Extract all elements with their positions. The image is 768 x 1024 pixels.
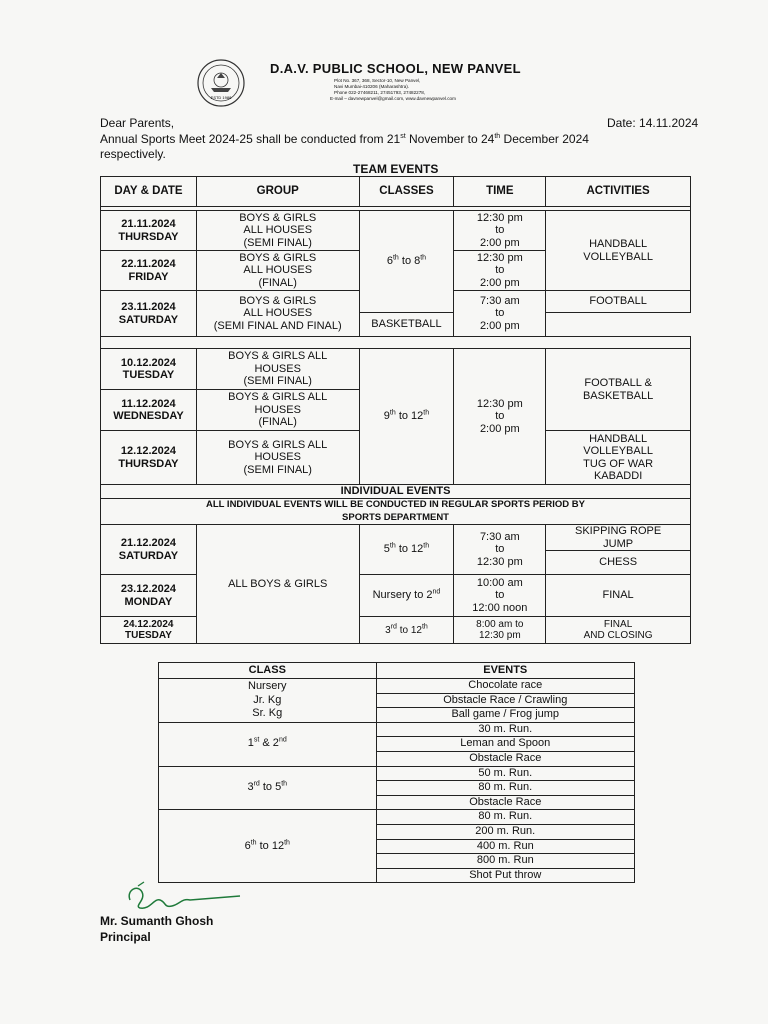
date-cell: 10.12.2024 TUESDAY	[101, 349, 197, 390]
class-cell: 3rd to 5th	[159, 766, 377, 810]
event-cell: 30 m. Run.	[376, 722, 634, 737]
group-cell: BOYS & GIRLS ALL HOUSES (SEMI FINAL)	[196, 431, 359, 485]
activity-cell: FOOTBALL & BASKETBALL	[546, 349, 691, 431]
event-cell: Obstacle Race / Crawling	[376, 693, 634, 708]
classes-cell: 3rd to 12th	[359, 617, 454, 644]
salutation: Dear Parents,	[100, 116, 175, 130]
table-row	[159, 766, 635, 781]
address-line-1: Plot No. 367, 368, Sector-10, New Panvel,	[334, 78, 421, 83]
event-cell: Ball game / Frog jump	[376, 708, 634, 723]
table-row	[159, 810, 635, 825]
date-cell: 24.12.2024 TUESDAY	[101, 617, 197, 644]
activity-cell: SKIPPING ROPE JUMP	[546, 525, 691, 551]
event-cell: 400 m. Run	[376, 839, 634, 854]
intro-text: Annual Sports Meet 2024-25 shall be conducted from 21st November to 24th December 2024	[100, 132, 589, 146]
table-row	[101, 617, 691, 644]
group-cell: BOYS & GIRLS ALL HOUSES (FINAL)	[196, 390, 359, 431]
date-cell: 21.11.2024 THURSDAY	[101, 211, 197, 251]
group-cell: ALL BOYS & GIRLS	[196, 525, 359, 644]
table-row	[101, 575, 691, 617]
table-row	[159, 679, 635, 694]
class-cell: Nursery Jr. Kg Sr. Kg	[159, 679, 377, 723]
date-cell: 22.11.2024 FRIDAY	[101, 251, 197, 291]
principal-name: Mr. Sumanth Ghosh	[100, 914, 214, 928]
event-cell: 80 m. Run.	[376, 781, 634, 796]
intro-text-end: respectively.	[100, 147, 166, 161]
time-cell: 12:30 pm to 2:00 pm	[454, 349, 546, 485]
event-cell: 200 m. Run.	[376, 824, 634, 839]
team-events-table	[100, 176, 691, 644]
time-cell: 7:30 am to 2:00 pm	[454, 291, 546, 337]
event-cell: Leman and Spoon	[376, 737, 634, 752]
header-class: CLASS	[159, 663, 377, 679]
team-events-title: TEAM EVENTS	[353, 162, 439, 176]
individual-events-title: INDIVIDUAL EVENTS	[101, 485, 691, 499]
activity-cell: CHESS	[546, 551, 691, 575]
activity-cell: FINAL	[546, 575, 691, 617]
time-cell: 7:30 am to 12:30 pm	[454, 525, 546, 575]
date-cell: 12.12.2024 THURSDAY	[101, 431, 197, 485]
svg-text:ESTD 1988: ESTD 1988	[210, 95, 232, 100]
principal-name-block	[100, 913, 213, 945]
date-cell: 11.12.2024 WEDNESDAY	[101, 390, 197, 431]
class-cell: 1st & 2nd	[159, 722, 377, 766]
header-day-date: DAY & DATE	[101, 177, 197, 207]
header-time: TIME	[454, 177, 546, 207]
phone-line: Phone 022-27468211, 27451793, 27482278,	[334, 90, 426, 95]
school-logo	[196, 58, 246, 108]
classes-cell: 5th to 12th	[359, 525, 454, 575]
date-cell: 23.12.2024 MONDAY	[101, 575, 197, 617]
header-activities: ACTIVITIES	[546, 177, 691, 207]
event-cell: 80 m. Run.	[376, 810, 634, 825]
letter-date: Date: 14.11.2024	[607, 116, 699, 130]
event-cell: 800 m. Run	[376, 854, 634, 869]
event-cell: Obstacle Race	[376, 751, 634, 766]
activity-cell: FINAL AND CLOSING	[546, 617, 691, 644]
time-cell: 10:00 am to 12:00 noon	[454, 575, 546, 617]
principal-title: Principal	[100, 930, 151, 944]
table-row	[159, 722, 635, 737]
table-row	[101, 349, 691, 390]
time-cell: 12:30 pm to 2:00 pm	[454, 211, 546, 251]
header-classes: CLASSES	[359, 177, 454, 207]
activity-cell: BASKETBALL	[359, 313, 454, 337]
group-cell: BOYS & GIRLS ALL HOUSES (FINAL)	[196, 251, 359, 291]
classes-cell: Nursery to 2nd	[359, 575, 454, 617]
group-cell: BOYS & GIRLS ALL HOUSES (SEMI FINAL)	[196, 211, 359, 251]
class-cell: 6th to 12th	[159, 810, 377, 883]
date-cell: 23.11.2024 SATURDAY	[101, 291, 197, 337]
group-cell: BOYS & GIRLS ALL HOUSES (SEMI FINAL)	[196, 349, 359, 390]
activity-cell: FOOTBALL	[546, 291, 691, 313]
activity-cell: HANDBALL VOLLEYBALL	[546, 211, 691, 291]
class-events-table	[158, 662, 635, 883]
event-cell: Shot Put throw	[376, 868, 634, 883]
individual-events-note: ALL INDIVIDUAL EVENTS WILL BE CONDUCTED IN REGULAR SPORTS PERIOD BY SPORTS DEPARTMENT	[101, 499, 691, 525]
address-line-2: Navi Mumbai-410206 (Maharashtra).	[334, 84, 410, 89]
email-line: E-mail – davnewpanvel@gmail.com, www.davnewpanvel.com	[330, 96, 456, 101]
group-cell: BOYS & GIRLS ALL HOUSES (SEMI FINAL AND FINAL)	[196, 291, 359, 337]
classes-cell: 9th to 12th	[359, 349, 454, 485]
event-cell: 50 m. Run.	[376, 766, 634, 781]
time-cell: 8:00 am to 12:30 pm	[454, 617, 546, 644]
table-row	[101, 211, 691, 251]
header-group: GROUP	[196, 177, 359, 207]
header-events: EVENTS	[376, 663, 634, 679]
date-cell: 21.12.2024 SATURDAY	[101, 525, 197, 575]
school-name: D.A.V. PUBLIC SCHOOL, NEW PANVEL	[270, 61, 521, 76]
table-row	[101, 525, 691, 551]
classes-cell: 6th to 8th	[359, 211, 454, 313]
event-cell: Chocolate race	[376, 679, 634, 694]
event-cell: Obstacle Race	[376, 795, 634, 810]
principal-signature	[120, 880, 250, 916]
activity-cell: HANDBALL VOLLEYBALL TUG OF WAR KABADDI	[546, 431, 691, 485]
time-cell: 12:30 pm to 2:00 pm	[454, 251, 546, 291]
